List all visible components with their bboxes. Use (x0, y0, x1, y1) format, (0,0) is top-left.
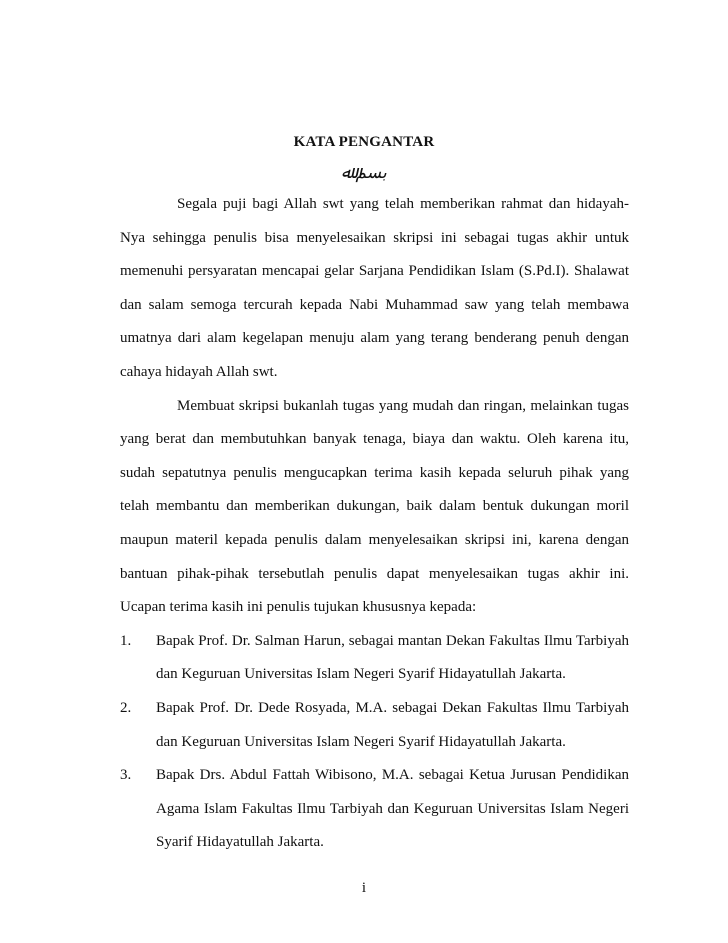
acknowledgement-list (120, 625, 629, 860)
paragraph-opening: Segala puji bagi Allah swt yang telah memberikan rahmat dan hidayah-Nya sehingga penulis bisa menyelesaikan skripsi ini sebagai tugas akhir untuk memenuhi persyaratan mencapai gelar Sarjana Pendidikan Islam (S.Pd.I). Shalawat dan salam semoga tercurah kepada Nabi Muhammad saw yang telah membawa umatnya dari alam kegelapan menuju alam yang terang benderang penuh dengan cahaya hidayah Allah swt. (120, 196, 629, 380)
basmala-heading: ﺑﺴﻢ ﷲ (341, 163, 387, 182)
list-item-number: 3. (120, 767, 132, 784)
list-item-text: Bapak Prof. Dr. Dede Rosyada, M.A. sebagai Dekan Fakultas Ilmu Tarbiyah dan Keguruan Universitas Islam Negeri Syarif Hidayatullah Jakarta. (156, 699, 629, 750)
document-body (120, 188, 629, 860)
page-number: i (361, 880, 367, 896)
list-item (120, 625, 629, 692)
list-item-text: Bapak Prof. Dr. Salman Harun, sebagai mantan Dekan Fakultas Ilmu Tarbiyah dan Keguruan Universitas Islam Negeri Syarif Hidayatullah Jakarta. (156, 632, 629, 683)
list-item (120, 759, 629, 860)
list-item-text: Bapak Drs. Abdul Fattah Wibisono, M.A. sebagai Ketua Jurusan Pendidikan Agama Islam Fakultas Ilmu Tarbiyah dan Keguruan Universitas Islam Negeri Syarif Hidayatullah Jakarta. (156, 767, 629, 851)
page-title: KATA PENGANTAR (293, 134, 435, 150)
list-item-number: 2. (120, 699, 132, 716)
paragraph-acknowledgement: Membuat skripsi bukanlah tugas yang mudah dan ringan, melainkan tugas yang berat dan membutuhkan banyak tenaga, biaya dan waktu. Oleh karena itu, sudah sepatutnya penulis mengucapkan terima kasih kepada seluruh pihak yang telah membantu dan memberikan dukungan, baik dalam bentuk dukungan moril maupun materil kepada penulis dalam menyelesaikan skripsi ini, karena dengan bantuan pihak-pihak tersebutlah penulis dapat menyelesaikan tugas akhir ini. Ucapan terima kasih ini penulis tujukan khususnya kepada: (120, 397, 629, 616)
list-item (120, 692, 629, 759)
list-item-number: 1. (120, 632, 132, 649)
